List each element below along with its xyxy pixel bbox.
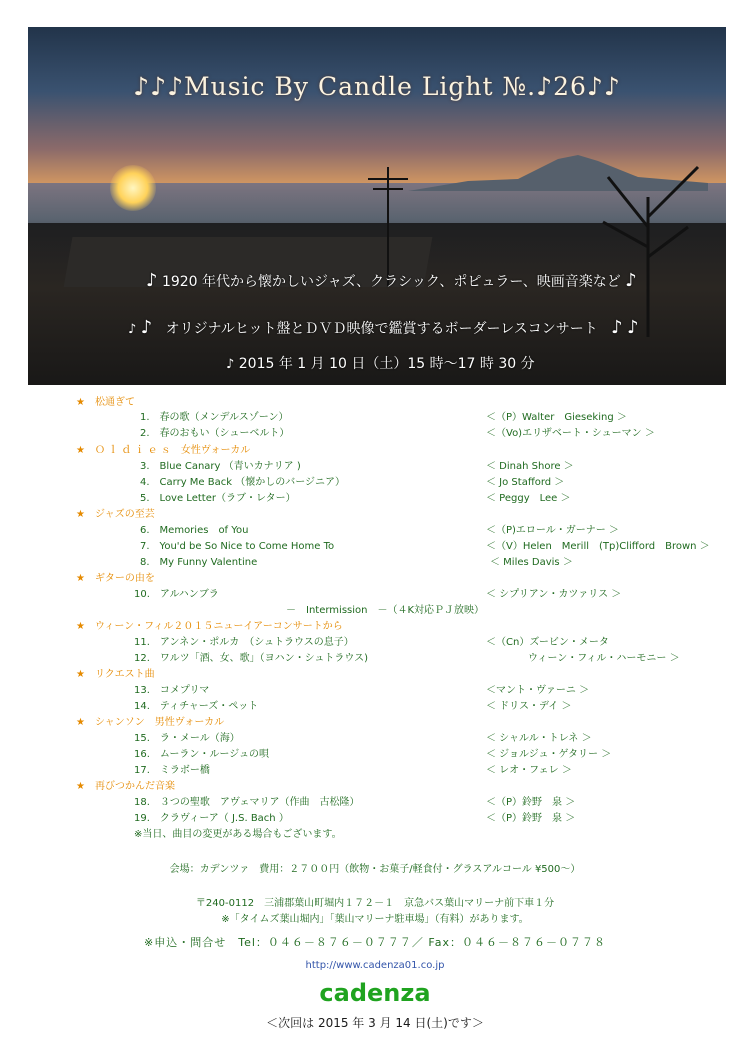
star-icon: ★: [76, 397, 85, 408]
star-icon: ★: [76, 621, 85, 632]
music-note-icon: ♪: [140, 317, 153, 338]
star-icon: ★: [76, 573, 85, 584]
section-header: ★ ウィーン・フィル２０１５ニューイアーコンサートから: [76, 621, 343, 632]
program-artist: ＜（Cn）ズービン・メータ: [486, 637, 609, 648]
star-icon: ★: [76, 717, 85, 728]
program-item: 1. 春の歌（メンデルスゾーン）: [140, 412, 289, 423]
program-artist: ＜ Jo Stafford ＞: [486, 477, 565, 488]
program-artist: ＜ Miles Davis ＞: [490, 557, 573, 568]
hero-photo: [28, 27, 726, 385]
music-note-icon: ♪: [128, 322, 137, 337]
next-concert: ＜次回は 2015 年 3 月 14 日(土)です＞: [266, 1016, 484, 1030]
program-item: 16. ムーラン・ルージュの唄: [134, 749, 270, 760]
program-item: 5. Love Letter（ラブ・レター）: [140, 493, 296, 504]
section-header: ★ 松通ぎて: [76, 397, 135, 408]
program-item: 2. 春のおもい（シューベルト）: [140, 428, 290, 439]
section-header: ★ ジャズの至芸: [76, 509, 155, 520]
program-artist: ＜ ドリス・デイ ＞: [486, 701, 572, 712]
star-icon: ★: [76, 509, 85, 520]
logo-text: cadenza: [319, 979, 431, 1007]
program-item: 14. ティチャーズ・ペット: [134, 701, 259, 712]
program-artist: ＜（V）Helen Merill (Tp)Clifford Brown ＞: [486, 541, 710, 552]
section-header: ★ シャンソン 男性ヴォーカル: [76, 717, 225, 728]
section-header: ★ ギターの由を: [76, 573, 155, 584]
subtitle-genres: 1920 年代から懐かしいジャズ、クラシック、ポピュラー、映画音楽など: [161, 274, 621, 290]
program-item: 18. ３つの聖歌 アヴェマリア（作曲 古松隆）: [134, 797, 360, 808]
program-item: 8. My Funny Valentine: [140, 557, 258, 568]
program-artist: ＜ レオ・フェレ ＞: [486, 765, 572, 776]
program-artist: ＜ Dinah Shore ＞: [486, 461, 574, 472]
contact-info: ※申込・問合せ Tel：０４６－８７６－０７７７／ Fax：０４６－８７６－０７７８: [144, 936, 606, 949]
setting-sun: [110, 165, 156, 211]
program-artist: ＜（Vo)エリザベート・シューマン ＞: [486, 428, 655, 439]
program-artist: ウィーン・フィル・ハーモニー ＞: [528, 653, 680, 664]
website-link[interactable]: http://www.cadenza01.co.jp: [305, 960, 445, 971]
event-date-row: [226, 353, 535, 373]
parking-info: ※「タイムズ葉山堀内」「葉山マリーナ駐車場」（有料）があります。: [221, 914, 529, 925]
program-artist: ＜（P）鈴野 泉 ＞: [486, 797, 576, 808]
star-icon: ★: [76, 445, 85, 456]
subtitle-concept-row: [128, 317, 639, 338]
section-header: ★ Ｏ ｌ ｄ ｉ ｅ ｓ 女性ヴォーカル: [76, 445, 251, 456]
music-note-icon: ♪: [146, 270, 158, 291]
cadenza-logo: [0, 979, 750, 1007]
program-artist: ＜マント・ヴァーニ ＞: [486, 685, 590, 696]
program-artist: ＜ ジョルジュ・ゲタリー ＞: [486, 749, 612, 760]
program-notice: ※当日、曲目の変更がある場合もございます。: [134, 829, 342, 840]
tree-silhouette: [588, 137, 718, 337]
program-artist: ＜ シャルル・トレネ ＞: [486, 733, 592, 744]
star-icon: ★: [76, 781, 85, 792]
program-artist: ＜ シプリアン・カツァリス ＞: [486, 589, 622, 600]
subtitle-concept: オリジナルヒット盤とＤＶＤ映像で鑑賞するボーダーレスコンサート: [165, 321, 598, 337]
program-item: 15. ラ・メール（海）: [134, 733, 240, 744]
program-artist: ＜（P）Walter Gieseking ＞: [486, 412, 627, 423]
concert-title: ♪♪♪Music By Candle Light №.♪26♪♪: [133, 72, 621, 101]
program-artist: ＜ Peggy Lee ＞: [486, 493, 571, 504]
section-header: ★ 再びつかんだ音楽: [76, 781, 175, 792]
music-note-icon: ♪: [625, 270, 637, 291]
program-item: 19. クラヴィーア（ J.S. Bach ）: [134, 813, 289, 824]
program-item: 6. Memories of You: [140, 525, 249, 536]
program-item: 13. コメプリマ: [134, 685, 210, 696]
event-date: 2015 年 1 月 10 日（土）15 時～17 時 30 分: [238, 356, 535, 372]
music-note-icon: ♪: [226, 357, 235, 372]
program-item: 12. ワルツ「酒、女、歌」（ヨハン・シュトラウス): [134, 653, 369, 664]
program-item: 7. You'd be So Nice to Come Home To: [140, 541, 335, 552]
antenna-silhouette: [328, 167, 448, 287]
music-note-icon: ♪: [611, 317, 623, 338]
section-header: ★ リクエスト曲: [76, 669, 155, 680]
program-item: 17. ミラボー橋: [134, 765, 210, 776]
venue-info: 会場：カデンツァ 費用：２７００円（飲物・お菓子/軽食付・グラスアルコール ¥500～）: [169, 864, 581, 875]
intermission: － Intermission －（４K対応ＰＪ放映）: [286, 605, 485, 616]
program-item: 11. アンネン・ポルカ （シュトラウスの息子）: [134, 637, 354, 648]
program-item: 3. Blue Canary （青いカナリア ): [140, 461, 301, 472]
address: 〒240-0112 三浦郡葉山町堀内１７２－１ 京急バス葉山マリーナ前下車１分: [195, 898, 555, 909]
music-note-icon: ♪: [627, 317, 639, 338]
program-artist: ＜（P）鈴野 泉 ＞: [486, 813, 576, 824]
program-item: 10. アルハンブラ: [134, 589, 219, 600]
star-icon: ★: [76, 669, 85, 680]
subtitle-genres-row: [146, 270, 637, 291]
program-artist: ＜（P)エロール・ガーナー ＞: [486, 525, 619, 536]
program-item: 4. Carry Me Back （懐かしのバージニア）: [140, 477, 346, 488]
